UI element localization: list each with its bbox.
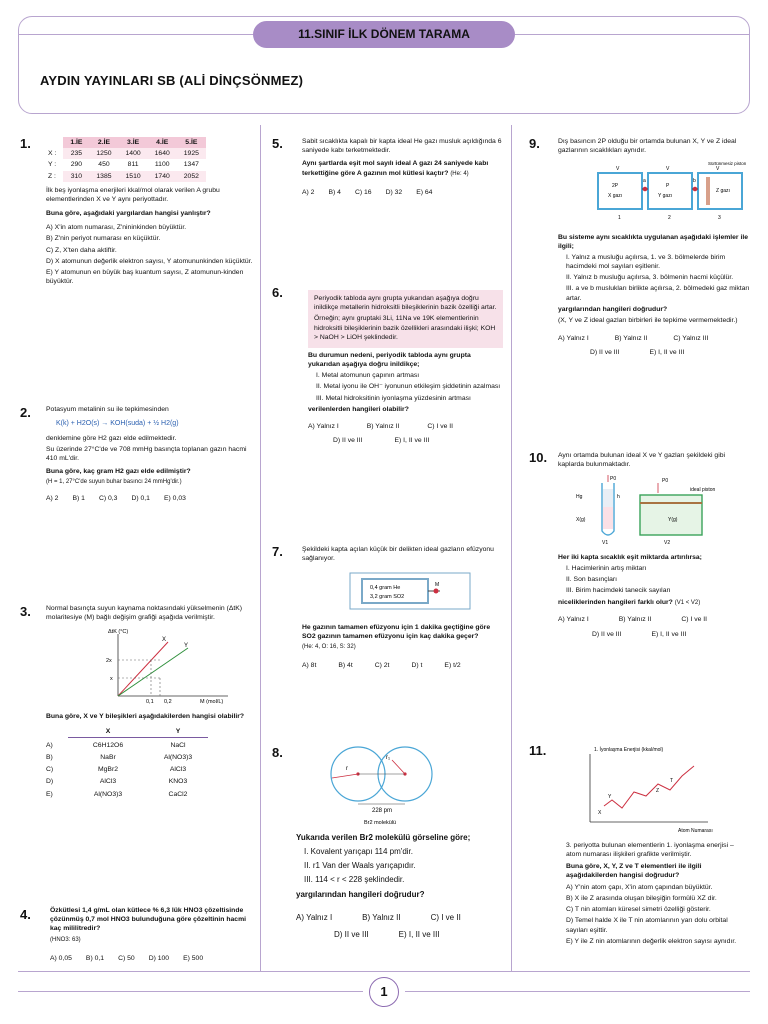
footer-divider [18, 971, 750, 972]
question-substem: niceliklerinden hangileri farklı olur? (V1 < V2) [558, 599, 701, 607]
question-number: 1. [20, 136, 31, 151]
statement: II. Yalnız b musluğu açılırsa, 3. bölmenin hacmi küçülür. [566, 274, 734, 282]
answer-options [592, 630, 750, 639]
question-hint: (V1 < V2) [674, 600, 701, 607]
question-intro: İlk beş iyonlaşma enerjileri kkal/mol olarak verilen A grubu elementlerinden X ve Y aynı periyottadır. [46, 186, 220, 203]
answer-option[interactable]: E) t/2 [444, 661, 461, 669]
page-number-rule-right [405, 991, 750, 992]
question-number: 6. [272, 285, 283, 300]
question-stem: Yukarıda verilen Br2 molekülü görseline göre; [296, 833, 471, 843]
page-number-rule-left [18, 991, 363, 992]
question-4 [50, 906, 255, 963]
option-y: KNO3 [168, 778, 188, 786]
question-stem: Buna göre, kaç gram H2 gazı elde edilmiştir? [46, 468, 191, 476]
table-cell: 2052 [177, 171, 206, 182]
volume-label: V1 [602, 540, 609, 546]
answer-option[interactable]: D) II ve III [590, 349, 620, 357]
question-2 [46, 405, 254, 504]
y-axis-label: 1. İyonlaşma Enerjisi (kkal/mol) [594, 747, 664, 753]
statement: II. Son basınçları [566, 575, 618, 583]
answer-options [302, 661, 502, 670]
chamber-number: 2 [668, 215, 671, 222]
header-divider-left [18, 34, 253, 35]
gas-label: 3,2 gram SO2 [370, 594, 405, 601]
volume-label: V [716, 166, 720, 173]
answer-option[interactable]: E) 500 [183, 954, 204, 962]
statement: I. Metal atomunun çapının artması [316, 372, 420, 380]
gas-x [603, 507, 613, 529]
question-10 [558, 451, 750, 639]
gas-label: X(g) [576, 517, 586, 524]
question-substem: yargılarından hangileri doğrudur? [296, 890, 425, 900]
table-cell: 1400 [119, 148, 148, 159]
answer-option[interactable]: D) 32 [385, 188, 403, 196]
gas-label: X gazı [608, 193, 623, 200]
answer-option[interactable]: C) I ve II [427, 422, 454, 430]
table-cell: 1385 [89, 171, 118, 182]
statement: I. Hacimlerinin artış miktarı [566, 564, 647, 572]
answer-option[interactable]: B) Yalnız II [614, 335, 648, 343]
x-axis-label: Atom Numarası [678, 828, 713, 834]
option-letter[interactable]: A) [46, 741, 53, 749]
table-cell: 1100 [154, 161, 170, 169]
answer-options [50, 954, 255, 963]
answer-options [558, 334, 750, 343]
y-axis-label: ΔtK (°C) [108, 629, 129, 636]
info-text: Örneğin; aynı gruptaki 3Li, 11Na ve 19K elementlerinin hidroksitli bileşiklerinin bazik özellikleri arasındaki ilişki; KOH > NaOH > LiOH şeklindedir. [314, 315, 496, 341]
line-y [118, 648, 188, 696]
question-hint: (He: 4) [450, 170, 469, 177]
answer-options [46, 494, 254, 503]
table-row [46, 148, 206, 159]
answer-option[interactable]: B) 1 [72, 495, 85, 503]
question-number: 8. [272, 745, 283, 760]
statement-list [558, 564, 750, 596]
answer-option[interactable]: C) 2t [374, 661, 390, 669]
tap-icon [434, 589, 439, 594]
chamber-number: 1 [618, 215, 621, 222]
option-y: CaCl2 [168, 790, 188, 798]
radius-label: r₁ [386, 755, 391, 761]
option-x: NaBr [100, 754, 116, 762]
ionization-energy-graph [566, 744, 716, 836]
question-6 [308, 290, 503, 445]
pressure-label: 2P [612, 183, 619, 190]
question-substem: verilenlerden hangileri olabilir? [308, 405, 409, 413]
statement: III. Metal hidroksitinin iyonlaşma yüzdesinin artması [316, 394, 471, 402]
option-x: AlCl3 [99, 778, 117, 786]
radius-arrow [392, 760, 405, 774]
piston-label: Sürtünmesiz piston [708, 161, 747, 167]
table-cell: 235 [63, 148, 89, 159]
answer-option[interactable]: C) 0,3 [98, 495, 118, 503]
valve-b-icon [693, 187, 698, 192]
option-letter[interactable]: C) [46, 766, 54, 774]
answer-option[interactable]: A) Yalnız I [296, 913, 333, 923]
answer-option[interactable]: A) Yalnız I [558, 335, 589, 343]
tap-label: M [435, 582, 440, 589]
tick-label: 0,2 [164, 699, 172, 705]
reaction-equation: K(k) + H2O(s) → KOH(suda) + ½ H2(g) [56, 420, 179, 428]
table-header: 4.İE [148, 137, 177, 148]
question-hint: (H = 1, 27°C'de suyun buhar basıncı 24 mmHg'dir.) [46, 479, 182, 486]
point-label: Z [656, 788, 660, 794]
question-intro: Potasyum metalinin su ile tepkimesinden [46, 406, 169, 413]
table-cell: 1510 [119, 171, 148, 182]
column-header: X [68, 727, 148, 738]
answer-option[interactable]: C) Z, X'ten daha aktiftir. [46, 246, 117, 254]
ionization-table [46, 137, 206, 182]
valve-label: b [693, 178, 696, 185]
answer-option[interactable]: E) I, II ve III [394, 437, 430, 445]
statement-list [308, 371, 503, 403]
info-box [308, 290, 503, 348]
question-substem: yargılarından hangileri doğrudur? [558, 305, 668, 313]
statement: II. Metal iyonu ile OH⁻ iyonunun etkileşim şiddetinin azalması [316, 383, 501, 391]
chamber-2 [648, 173, 692, 209]
gas-label: Y(g) [668, 517, 678, 524]
answer-option[interactable]: E) 64 [416, 188, 433, 196]
answer-option[interactable]: B) Yalnız II [362, 913, 401, 923]
answer-option[interactable]: D) II ve III [334, 929, 369, 939]
gas-label: Y gazı [658, 193, 673, 200]
answer-option[interactable]: B) Yalnız II [366, 422, 400, 430]
answer-option[interactable]: A) 2 [302, 188, 315, 196]
answer-option[interactable]: B) Z'nin periyot numarası en küçüktür. [46, 235, 161, 243]
question-text: Su üzerinde 27°C'de ve 708 mmHg basınçta toplanan gazın hacmi 410 mL'dir. [46, 445, 247, 462]
three-chamber-figure [596, 159, 756, 223]
gas-label: Z gazı [716, 188, 730, 195]
question-intro: Dış basıncın 2P olduğu bir ortamda bulunan X, Y ve Z ideal gazlarının sıcaklıkları aynıdır. [558, 138, 737, 155]
point-label: X [598, 810, 602, 816]
answer-option[interactable]: D) Temel halde X ile T nin atomlarının yarı dolu orbital sayıları eşittir. [566, 917, 728, 934]
question-11 [566, 744, 750, 948]
piston [706, 177, 710, 205]
option-x: Al(NO3)3 [93, 790, 123, 798]
question-8 [296, 746, 506, 941]
energy-line [604, 766, 694, 808]
option-y: Al(NO3)3 [163, 754, 193, 762]
answer-options [296, 913, 506, 924]
answer-options [308, 422, 503, 431]
height-label: h [617, 494, 620, 501]
question-number: 9. [529, 136, 540, 151]
row-label: X : [48, 150, 57, 158]
question-stem: Buna göre, aşağıdaki yargılardan hangisi yanlıştır? [46, 210, 211, 218]
answer-option[interactable]: D) 0,1 [131, 495, 150, 503]
table-cell: 310 [63, 171, 89, 182]
statement-list [296, 847, 506, 885]
question-hint: (HNO3: 63) [50, 936, 81, 943]
question-note: (X, Y ve Z ideal gazları birbirleri ile tepkime vermemektedir.) [558, 316, 738, 324]
question-intro: Normal basınçta suyun kaynama noktasındaki yükselmenin (ΔtK) molaritesiye (M) bağlı değişim grafiği aşağıda verilmiştir. [46, 605, 243, 622]
page-title: 11.SINIF İLK DÖNEM TARAMA [253, 21, 515, 48]
question-7 [302, 545, 502, 670]
valve-label: a [643, 178, 646, 185]
table-cell: 450 [98, 161, 110, 169]
tick-label: 2x [106, 658, 112, 665]
answer-option[interactable]: B) 4 [328, 188, 341, 196]
boiling-point-graph [88, 626, 238, 704]
answer-option[interactable]: D) t [411, 661, 423, 669]
x-axis-label: M (mol/L) [200, 699, 224, 705]
table-cell: 1740 [148, 171, 177, 182]
question-3 [46, 604, 254, 799]
answer-option[interactable]: A) Yalnız I [558, 616, 589, 624]
chamber-number: 3 [718, 215, 721, 222]
tick-label: 0,1 [146, 699, 154, 705]
answer-option[interactable]: E) Y atomunun en büyük baş kuantum sayısı, Z atomunun-kinden büyüktür. [46, 268, 244, 286]
publisher-name: AYDIN YAYINLARI SB (ALİ DİNÇSÖNMEZ) [40, 73, 304, 88]
question-intro: Aynı ortamda bulunan ideal X ve Y gazları şekildeki gibi kaplarda bulunmaktadır. [558, 452, 726, 469]
answer-option[interactable]: A) 2 [46, 495, 59, 503]
option-letter[interactable]: D) [46, 778, 54, 786]
answer-option[interactable]: A) 0,05 [50, 954, 72, 962]
option-x: C6H12O6 [92, 741, 124, 749]
question-intro: Şekildeki kapta açılan küçük bir delikten ideal gazların efüzyonu sağlanıyor. [302, 546, 494, 563]
answer-option[interactable]: E) 0,03 [163, 495, 186, 503]
answer-option[interactable]: D) II ve III [333, 437, 363, 445]
answer-option[interactable]: D) 100 [148, 954, 170, 962]
distance-label: 228 pm [372, 808, 393, 814]
tick-label: x [110, 676, 113, 683]
table-cell: 1250 [89, 148, 118, 159]
gas-label: 0,4 gram He [370, 585, 401, 592]
question-number: 11. [529, 743, 547, 758]
info-text: Periyodik tabloda aynı grupta yukarıdan aşağıya doğru inildikçe metallerin hidroksitli bileşiklerinin bazik özelliği artar. [314, 295, 497, 312]
piston-label: ideal piston [690, 487, 716, 494]
statement-list [558, 253, 750, 303]
table-header: 2.İE [89, 137, 118, 148]
table-header: 3.İE [119, 137, 148, 148]
question-stem: Bu durumun nedeni, periyodik tabloda aynı grupta yukarıdan aşağıya doğru inildikçe; [308, 351, 471, 369]
option-x: MgBr2 [97, 766, 119, 774]
volume-label: V [666, 166, 670, 173]
option-y: NaCl [170, 741, 186, 749]
effusion-container [342, 569, 492, 613]
statement: III. a ve b muslukları birlikte açılırsa, 2. bölmedeki gaz miktarı artar. [566, 285, 750, 302]
option-letter[interactable]: E) [46, 790, 53, 798]
option-letter[interactable]: B) [46, 754, 53, 762]
answer-options [558, 615, 750, 624]
series-label: Y [184, 643, 189, 650]
answer-option[interactable]: D) II ve III [592, 630, 622, 638]
pressure-label: P [666, 183, 670, 190]
statement: I. Yalnız a musluğu açılırsa, 1. ve 3. bölmelerde birim hacimdeki mol sayıları eşitlenir. [566, 253, 726, 271]
table-cell: 1347 [183, 161, 199, 169]
statement: I. Kovalent yarıçapı 114 pm'dir. [304, 846, 413, 856]
question-9 [558, 137, 750, 357]
question-stem: Buna göre, X ve Y bileşikleri aşağıdakilerden hangisi olabilir? [46, 712, 245, 720]
table-cell: 290 [70, 161, 83, 169]
mercury-column [603, 489, 613, 507]
table-cell: 1925 [177, 148, 206, 159]
chamber-1 [598, 173, 642, 209]
point-label: T [670, 778, 674, 784]
volume-label: V2 [664, 540, 671, 546]
question-stem: Aynı şartlarda eşit mol sayılı ideal A gazı 24 saniyede kabı terkettiğine göre A gazının mol kütlesi kaçtır? (He: 4) [302, 160, 489, 177]
answer-option[interactable]: C) Yalnız III [673, 335, 709, 343]
question-number: 4. [20, 907, 31, 922]
mercury-label: Hg [576, 494, 583, 501]
question-stem: Her iki kapta sıcaklık eşit miktarda artırılırsa; [558, 553, 702, 561]
table-cell: 811 [127, 161, 139, 169]
statement: II. r1 Van der Waals yarıçapıdır. [304, 860, 416, 870]
question-intro: 3. periyotta bulunan elementlerin 1. iyonlaşma enerjisi – atom numarası ilişkileri grafikte verilmiştir. [566, 842, 734, 859]
series-label: X [162, 637, 167, 644]
option-y: AlCl3 [169, 766, 187, 774]
answer-options [590, 348, 750, 357]
question-intro: Sabit sıcaklıkta kapalı bir kapta ideal He gazı musluk açıldığında 6 saniyede kabı terketmektedir. [302, 138, 502, 155]
question-number: 2. [20, 405, 31, 420]
line-x [118, 642, 168, 696]
question-number: 7. [272, 544, 283, 559]
answer-option[interactable]: A) X'in atom numarası, Z'nininkinden büyüktür. [46, 224, 187, 232]
answer-option[interactable]: C) T nin atomları küresel simetri özelliği gösterir. [566, 906, 711, 914]
question-stem: Buna göre, X, Y, Z ve T elementleri ile ilgili aşağıdakilerden hangisi doğrudur? [566, 862, 702, 879]
answer-option[interactable]: C) I ve II [681, 616, 708, 624]
answer-option[interactable]: E) I, II ve III [651, 630, 687, 638]
answer-options [333, 436, 503, 445]
answer-options [302, 188, 502, 197]
answer-pairs-table [46, 727, 254, 799]
answer-option[interactable]: B) 4t [338, 661, 353, 669]
answer-option[interactable]: C) 16 [354, 188, 372, 196]
question-number: 10. [529, 450, 548, 465]
volume-label: V [616, 166, 620, 173]
answer-option[interactable]: C) I ve II [430, 913, 461, 923]
column-divider-1 [260, 125, 261, 971]
answer-option[interactable]: E) Y ile Z nin atomlarının değerlik elektron sayısı aynıdır. [566, 937, 737, 945]
question-stem: He gazının tamamen efüzyonu için 1 dakika geçtiğine göre SO2 gazının tamamen efüzyonu için kaç dakika geçer? [302, 623, 491, 640]
answer-option[interactable]: B) Yalnız II [618, 616, 652, 624]
question-text: denklemine göre H2 gazı elde edilmektedir. [46, 434, 177, 442]
question-stem: Özkütlesi 1,4 g/mL olan kütlece % 6,3 lük HNO3 çözeltisinde çözünmüş 0,7 mol HNO3 bulunduğuna göre çözeltinin hacmi kaç mililitredir? [50, 907, 246, 933]
answer-option[interactable]: A) 8t [302, 661, 317, 669]
statement: III. 114 < r < 228 şeklindedir. [304, 874, 405, 884]
table-row [46, 171, 206, 182]
question-number: 5. [272, 136, 283, 151]
radius-arrow [332, 774, 358, 778]
point-label: Y [608, 794, 612, 800]
answer-option[interactable]: A) Y'nin atom çapı, X'in atom çapından büyüktür. [566, 883, 713, 891]
column-header: Y [148, 727, 208, 738]
valve-a-icon [643, 187, 648, 192]
answer-options [334, 930, 506, 941]
table-header: 5.İE [177, 137, 206, 148]
answer-option[interactable]: B) X ile Z arasında oluşan bileşiğin formülü XZ dir. [566, 895, 717, 903]
answer-option[interactable]: B) 0,1 [85, 954, 105, 962]
answer-option[interactable]: E) I, II ve III [398, 929, 440, 939]
row-label: Y : [48, 161, 57, 169]
pressure-label: P0 [662, 478, 669, 485]
answer-option[interactable]: C) 50 [118, 954, 135, 962]
question-5 [302, 137, 502, 197]
pressure-label: P0 [610, 476, 617, 483]
header-divider-right [515, 34, 750, 35]
column-divider-2 [511, 125, 512, 971]
table-row [46, 159, 206, 170]
page-number: 1 [369, 977, 399, 1007]
answer-option[interactable]: A) Yalnız I [308, 422, 339, 430]
question-1 [46, 137, 254, 288]
answer-option[interactable]: E) I, II ve III [649, 349, 685, 357]
table-header: 1.İE [63, 137, 89, 148]
question-hint: (He: 4, O: 16, S: 32) [302, 643, 356, 650]
radius-label: r [346, 766, 348, 772]
molecule-caption: Br2 molekülü [364, 820, 397, 826]
question-stem: Bu sisteme aynı sıcaklıkta uygulanan aşağıdaki işlemler ile ilgili; [558, 233, 749, 250]
br2-molecule-figure [310, 746, 460, 828]
question-number: 3. [20, 604, 31, 619]
answer-option[interactable]: D) X atomunun değerlik elektron sayısı, Y atomununkinden küçüktür. [46, 257, 253, 265]
statement: III. Birim hacimdeki tanecik sayıları [566, 587, 671, 595]
row-label: Z : [48, 172, 56, 180]
gas-containers-figure [562, 473, 732, 545]
table-cell: 1640 [148, 148, 177, 159]
container-y [640, 495, 702, 535]
